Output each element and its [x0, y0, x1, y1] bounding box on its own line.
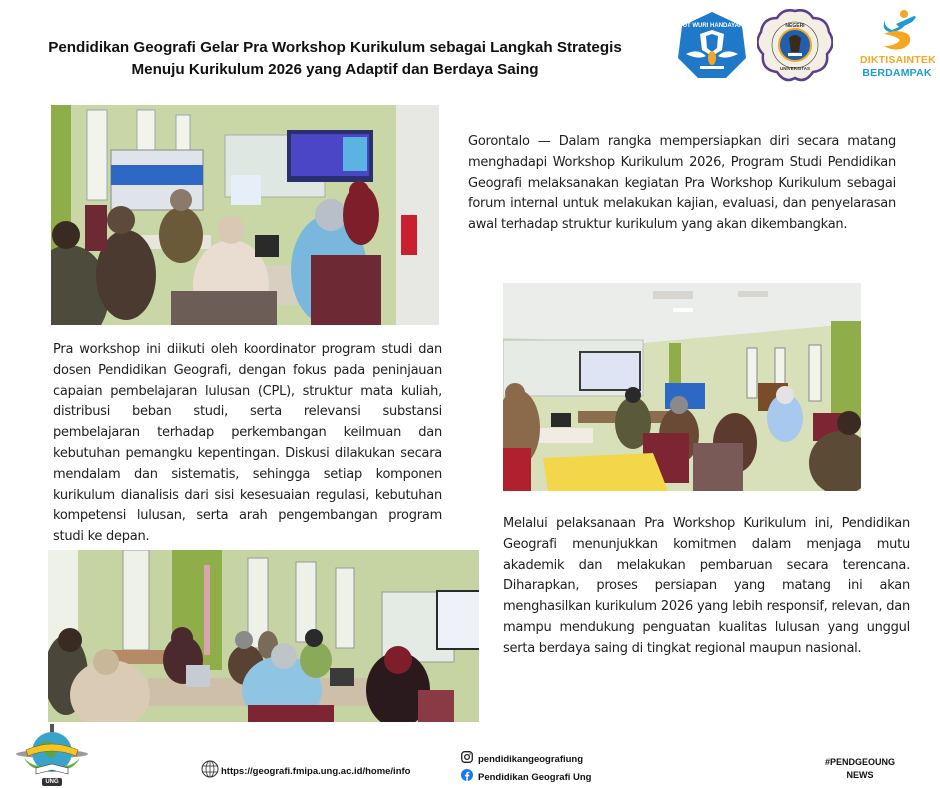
universitas-negeri-gorontalo-logo	[757, 8, 833, 82]
instagram-link[interactable]	[461, 750, 592, 768]
article-title	[20, 37, 650, 81]
article-paragraph-intro: Gorontalo — Dalam rangka mempersiapkan diri secara matang menghadapi Workshop Kurikulum 2026, Program Studi Pendidikan Geografi melaksanakan kegiatan Pra Workshop Kurikulum sebagai forum internal untuk melakukan kajian, evaluasi, dan penyelarasan awal terhadap struktur kurikulum yang akan dikembangkan.	[468, 134, 896, 233]
svg-text:UNIVERSITAS: UNIVERSITAS	[780, 66, 810, 71]
dikti-text-line-1: DIKTISAINTEK	[860, 54, 936, 66]
article-paragraph-conclusion: Melalui pelaksanaan Pra Workshop Kurikulum ini, Pendidikan Geografi menunjukkan komitmen dalam menjaga mutu akademik dan melakukan pembaruan secara terencana. Diharapkan, proses persiapan yang matang ini akan menghasilkan kurikulum 2026 yang lebih responsif, relevan, dan mampu mendukung penguatan kualitas lulusan yang unggul serta berdaya saing di tingkat regional maupun nasional.	[503, 516, 910, 656]
website-link[interactable]	[201, 760, 410, 783]
dikti-text-line-2: BERDAMPAK	[862, 67, 932, 79]
facebook-page-name[interactable]: Pendidikan Geografi Ung	[478, 771, 592, 783]
facebook-icon	[461, 768, 473, 786]
meeting-photo-wide-room	[503, 283, 861, 491]
article-paragraph-details: Pra workshop ini diikuti oleh koordinator program studi dan dosen Pendidikan Geografi, dengan fokus pada peninjauan capaian pembelajaran lulusan (CPL), struktur mata kuliah, distribusi beban studi, serta relevansi substansi pembelajaran terhadap perkembangan keilmuan dan kebutuhan pemangku kepentingan. Diskusi dilakukan secara mendalam dan sistematis, sehingga setiap komponen kurikulum dianalisis dari sisi kesesuaian regulasi, kebutuhan kompetensi lulusan, serta arah pengembangan program studi ke depan.	[53, 342, 442, 545]
diktisaintek-berdampak-logo	[860, 8, 934, 80]
meeting-photo-table-discussion	[48, 550, 479, 722]
instagram-icon	[461, 750, 473, 768]
footer-logo-text: UNG	[45, 779, 59, 785]
website-url[interactable]: https://geografi.fmipa.ung.ac.id/home/info	[221, 766, 411, 777]
social-links	[461, 750, 592, 786]
hashtag-label	[810, 756, 910, 782]
title-line-1: Pendidikan Geografi Gelar Pra Workshop Kurikulum sebagai Langkah Strategis	[48, 39, 622, 56]
geografi-ung-logo	[14, 724, 90, 788]
meeting-photo-screen-presentation	[51, 105, 439, 325]
hashtag-line-1: #PENDGEOUNG	[824, 757, 895, 767]
svg-text:NEGERI: NEGERI	[785, 23, 805, 29]
globe-icon	[201, 760, 219, 783]
svg-text:TUT WURI HANDAYANI: TUT WURI HANDAYANI	[679, 23, 745, 29]
facebook-link[interactable]	[461, 768, 592, 786]
hashtag-line-2: NEWS	[846, 770, 874, 780]
instagram-handle[interactable]: pendidikangeografiung	[478, 753, 584, 765]
title-line-2: Menuju Kurikulum 2026 yang Adaptif dan Berdaya Saing	[131, 61, 539, 78]
tut-wuri-handayani-logo	[676, 10, 748, 80]
